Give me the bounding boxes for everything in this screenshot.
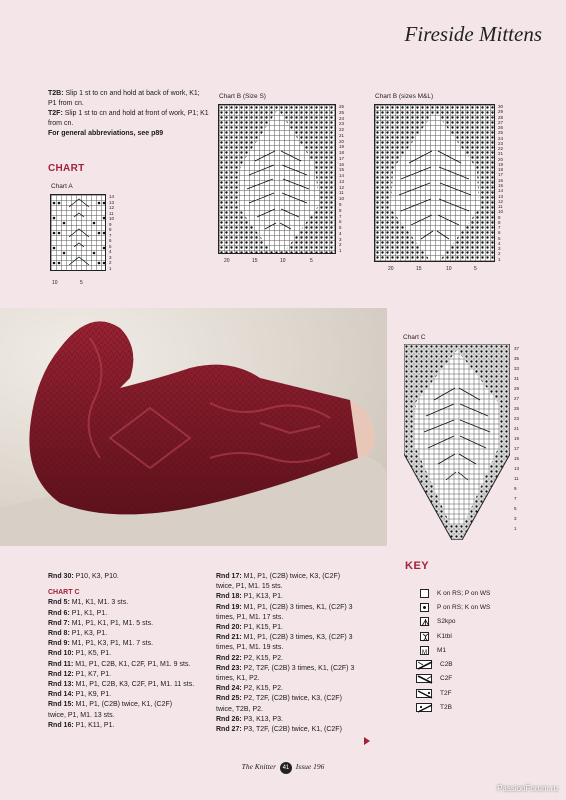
row-number: 14 <box>109 194 115 199</box>
row-number: 3 <box>109 254 112 260</box>
row-number: 8 <box>339 207 342 213</box>
key-item-label: K1tbl <box>437 632 452 640</box>
row-number: 11 <box>514 476 519 481</box>
row-number: 20 <box>498 156 504 162</box>
dot-symbol-icon <box>420 603 429 612</box>
row-number: 11 <box>498 204 503 210</box>
row-number: 37 <box>514 346 520 351</box>
rounds-right-column <box>216 572 354 735</box>
row-number: 9 <box>109 221 112 227</box>
row-number: 11 <box>109 210 114 216</box>
round-instruction: Rnd 16: P1, K11, P1. <box>48 721 115 729</box>
round-instruction: Rnd 26: P3, K13, P3. <box>216 715 283 723</box>
row-number: 7 <box>339 213 342 219</box>
round-instruction: Rnd 7: M1, P1, K1, P1, M1. 5 sts. <box>48 619 154 627</box>
row-number: 8 <box>109 227 112 232</box>
chart-bml-grid <box>374 104 495 262</box>
round-instruction: Rnd 25: P2, T2F, (C2B) twice, K3, (C2F) <box>216 695 342 703</box>
chart-a-purl-dots <box>53 202 106 265</box>
chart-bml-label: Chart B (sizes M&L) <box>375 93 434 100</box>
row-number: 3 <box>339 236 342 242</box>
continue-arrow-icon <box>364 737 370 745</box>
row-number: 15 <box>339 167 345 173</box>
row-number: 21 <box>339 132 345 138</box>
row-number: 10 <box>498 209 504 215</box>
row-number: 1 <box>514 526 517 531</box>
page-number-badge: 41 <box>280 762 292 774</box>
key-item-label: M1 <box>437 646 447 654</box>
row-number: 9 <box>514 486 517 491</box>
row-number: 18 <box>339 150 345 156</box>
chart-b-pattern <box>219 105 336 254</box>
key-item-label: T2B <box>440 704 452 712</box>
row-number: 16 <box>498 177 504 183</box>
row-number: 10 <box>339 196 345 202</box>
row-number: 17 <box>514 446 520 451</box>
row-number: 15 <box>498 182 504 188</box>
row-number: 23 <box>514 416 520 421</box>
row-number: 35 <box>514 356 520 361</box>
rounds-left-column <box>48 572 194 731</box>
round-instruction: Rnd 9: M1, P1, K3, P1, M1. 7 sts. <box>48 640 154 648</box>
round-instruction: Rnd 15: M1, P1, (C2B) twice, K1, (C2F) <box>48 701 173 709</box>
key-item-label: P on RS; K on WS <box>437 603 491 611</box>
chart-c-label: Chart C <box>403 334 426 341</box>
key-item <box>420 686 540 700</box>
row-number: 6 <box>339 219 342 225</box>
chart-a-pattern <box>51 195 106 271</box>
svg-text:M: M <box>422 649 427 656</box>
page-title: Fireside Mittens <box>404 22 542 46</box>
key-item-label: C2F <box>440 675 453 683</box>
row-number: 3 <box>498 246 501 252</box>
key-item <box>420 643 540 657</box>
row-number: 25 <box>339 109 345 115</box>
row-number: 27 <box>498 119 504 125</box>
t2b-symbol-icon <box>416 703 432 712</box>
row-number: 10 <box>109 216 115 221</box>
chart-b-grid <box>218 104 336 254</box>
row-number: 5 <box>109 243 112 249</box>
c2b-symbol-icon <box>416 660 432 669</box>
row-number: 8 <box>498 219 501 225</box>
round-instruction: Rnd 24: P2, K15, P2. <box>216 685 283 693</box>
key-item <box>420 629 540 643</box>
abbr-t2b: T2B: Slip 1 st to cn and hold at back of work, K1; P1 from cn. <box>48 90 200 107</box>
row-number: 3 <box>514 516 517 521</box>
row-number: 7 <box>498 225 501 231</box>
key-item <box>420 600 540 614</box>
blank-symbol-icon <box>420 589 429 598</box>
chart-b-cables <box>247 151 309 229</box>
page-footer: The Knitter 41 Issue 196 <box>0 762 566 774</box>
key-list <box>420 586 540 715</box>
chart-c-grid <box>404 344 510 540</box>
chart-b-row-numbers <box>339 104 344 254</box>
key-item-label: C2B <box>440 661 453 669</box>
mitten-photo <box>0 308 387 546</box>
row-number: 14 <box>498 188 504 194</box>
row-number: 29 <box>498 109 504 115</box>
chart-section-heading: CHART <box>48 163 85 174</box>
row-number: 29 <box>514 386 520 391</box>
mitten-illustration <box>0 308 387 546</box>
chart-a-grid <box>50 194 106 271</box>
chart-a-cables <box>69 199 89 265</box>
row-number: 19 <box>498 161 504 167</box>
round-instruction: Rnd 11: M1, P1, C2B, K1, C2F, P1, M1. 9 sts. <box>48 660 191 668</box>
round-instruction: times, K1, P2. <box>216 675 260 683</box>
key-item <box>420 615 540 629</box>
row-number: 17 <box>498 172 504 178</box>
round-instruction: twice, P1, M1. 15 sts. <box>216 583 283 591</box>
round-instruction: Rnd 20: P1, K15, P1. <box>216 624 283 632</box>
row-number: 20 <box>339 138 345 144</box>
chart-b-label: Chart B (Size S) <box>219 93 266 100</box>
round-instruction: Rnd 19: M1, P1, (C2B) 3 times, K1, (C2F) 3 <box>216 603 353 611</box>
round-instruction: Rnd 10: P1, K5, P1. <box>48 650 112 658</box>
row-number: 33 <box>514 366 520 371</box>
row-number: 2 <box>109 260 112 265</box>
key-item-label: K on RS; P on WS <box>437 589 491 597</box>
row-number: 1 <box>109 265 112 271</box>
chart-a-row-numbers <box>109 194 114 271</box>
round-instruction: twice, P1, M1. 13 sts. <box>48 711 115 719</box>
row-number: 12 <box>339 184 345 190</box>
round-instruction: Rnd 8: P1, K3, P1. <box>48 630 108 638</box>
chart-c-row-numbers <box>514 344 519 534</box>
row-number: 18 <box>498 167 504 173</box>
t2f-symbol-icon <box>416 689 432 698</box>
key-heading: KEY <box>405 560 430 572</box>
row-number: 4 <box>498 240 501 246</box>
round-30: Rnd 30: P10, K3, P10. <box>48 573 119 580</box>
round-instruction: times, P1, M1. 19 sts. <box>216 644 284 652</box>
row-number: 24 <box>498 135 504 141</box>
key-item <box>420 586 540 600</box>
c2f-symbol-icon <box>416 674 432 683</box>
abbreviations-block <box>48 89 210 139</box>
abbr-general: For general abbreviations, see p89 <box>48 130 164 137</box>
row-number: 5 <box>514 506 517 511</box>
round-instruction: Rnd 22: P2, K15, P2. <box>216 654 283 662</box>
s2kpo-symbol-icon <box>420 617 429 626</box>
abbr-t2f: T2F: Slip 1 st to cn and hold at front of work, P1; K1 from cn. <box>48 110 209 127</box>
row-number: 12 <box>498 198 504 204</box>
row-number: 16 <box>339 161 345 167</box>
round-instruction: twice, T2B, P2. <box>216 705 263 713</box>
round-instruction: times, P1, M1. 17 sts. <box>216 613 284 621</box>
row-number: 26 <box>498 125 504 131</box>
chart-bml-pattern <box>375 105 495 262</box>
row-number: 9 <box>498 214 501 220</box>
row-number: 19 <box>514 436 520 441</box>
chart-a-label: Chart A <box>51 183 73 190</box>
row-number: 13 <box>109 199 115 205</box>
row-number: 22 <box>339 127 345 133</box>
row-number: 17 <box>339 155 345 161</box>
row-number: 14 <box>339 173 345 179</box>
round-instruction: Rnd 17: M1, P1, (C2B) twice, K3, (C2F) <box>216 573 341 580</box>
row-number: 21 <box>498 151 504 157</box>
round-instruction: Rnd 27: P3, T2F, (C2B) twice, K1, (C2F) <box>216 726 342 734</box>
key-item <box>420 672 540 686</box>
row-number: 9 <box>339 202 342 208</box>
row-number: 27 <box>514 396 520 401</box>
row-number: 19 <box>339 144 345 150</box>
row-number: 23 <box>339 121 345 127</box>
row-number: 4 <box>339 230 342 236</box>
row-number: 7 <box>109 232 112 238</box>
row-number: 22 <box>498 146 504 152</box>
row-number: 28 <box>498 114 504 120</box>
round-instruction: Rnd 18: P1, K13, P1. <box>216 593 283 601</box>
watermark: PassionForum.ru <box>497 784 558 793</box>
round-instruction: Rnd 23: P2, T2F, (C2B) 3 times, K1, (C2F) 3 <box>216 664 355 672</box>
chart-c-pattern <box>404 344 510 540</box>
m1-symbol-icon <box>420 646 429 655</box>
row-number: 24 <box>339 115 345 121</box>
row-number: 31 <box>514 376 520 381</box>
row-number: 2 <box>339 242 342 248</box>
row-number: 25 <box>498 130 504 136</box>
round-instruction: Rnd 13: M1, P1, C2B, K3, C2F, P1, M1. 11 sts. <box>48 681 195 689</box>
row-number: 1 <box>498 256 501 262</box>
row-number: 5 <box>498 235 501 241</box>
row-number: 21 <box>514 426 520 431</box>
row-number: 25 <box>514 406 520 411</box>
chart-bml-cables <box>399 151 471 239</box>
round-instruction: Rnd 14: P1, K9, P1. <box>48 691 112 699</box>
row-number: 11 <box>339 190 344 196</box>
row-number: 2 <box>498 251 501 257</box>
row-number: 13 <box>514 466 520 471</box>
key-item <box>420 657 540 671</box>
chart-bml-row-numbers <box>498 104 503 262</box>
chart-c-heading: CHART C <box>48 589 80 597</box>
row-number: 30 <box>498 104 504 109</box>
key-item <box>420 700 540 714</box>
row-number: 15 <box>514 456 520 461</box>
row-number: 4 <box>109 249 112 254</box>
row-number: 6 <box>498 230 501 236</box>
round-instruction: Rnd 12: P1, K7, P1. <box>48 670 112 678</box>
row-number: 1 <box>339 248 342 254</box>
row-number: 7 <box>514 496 517 501</box>
round-instruction: Rnd 5: M1, K1, M1. 3 sts. <box>48 599 129 607</box>
row-number: 23 <box>498 140 504 146</box>
k1tbl-symbol-icon <box>420 632 429 641</box>
round-instruction: Rnd 6: P1, K1, P1. <box>48 609 108 617</box>
row-number: 5 <box>339 225 342 231</box>
row-number: 13 <box>498 193 504 199</box>
row-number: 26 <box>339 104 345 109</box>
row-number: 12 <box>109 205 115 210</box>
row-number: 6 <box>109 238 112 243</box>
row-number: 13 <box>339 178 345 184</box>
round-instruction: Rnd 21: M1, P1, (C2B) 3 times, K3, (C2F) 3 <box>216 634 353 642</box>
key-item-label: T2F <box>440 689 452 697</box>
key-item-label: S2kpo <box>437 618 456 626</box>
